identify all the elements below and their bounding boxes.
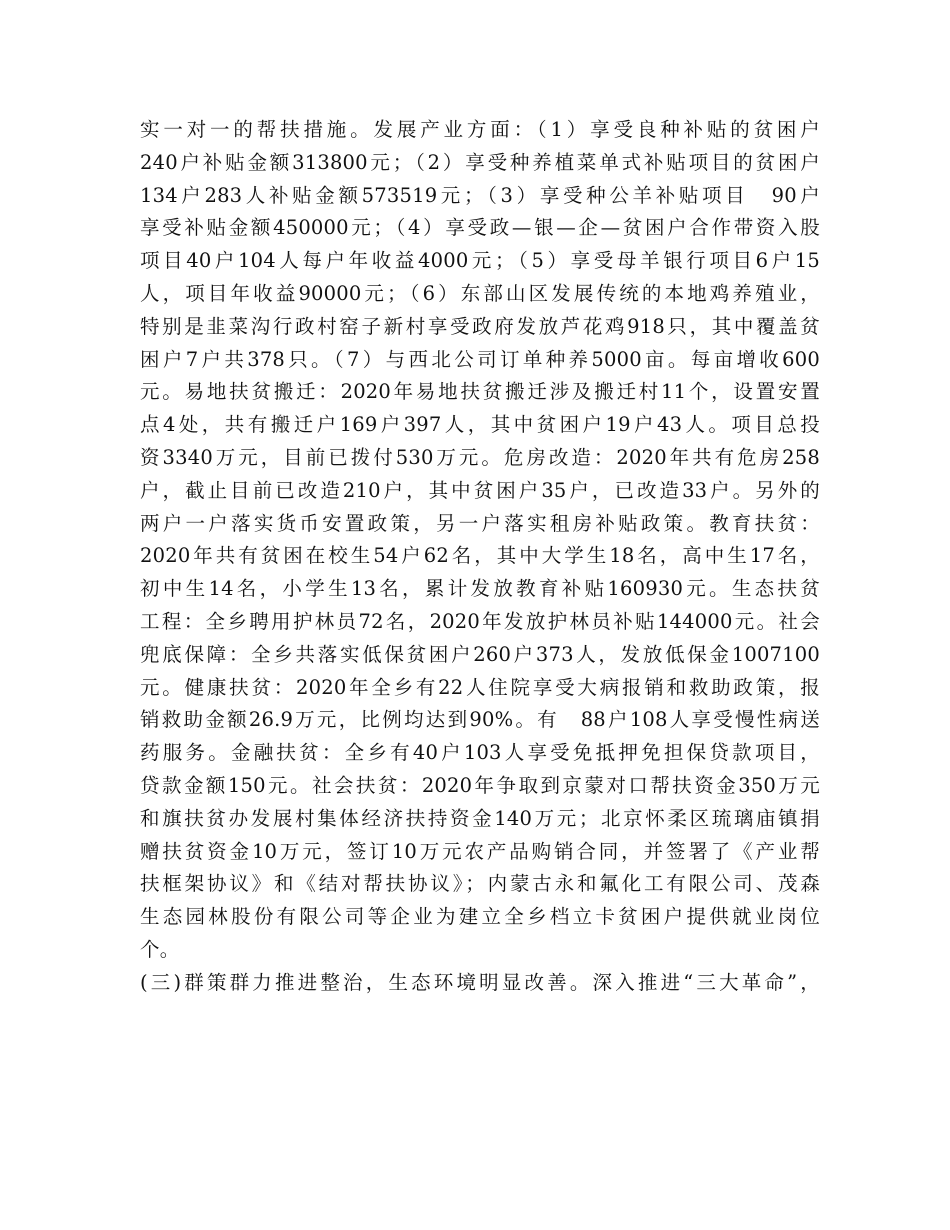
text-line: 困户7户共378只。（7）与西北公司订单种养5000亩。每亩增收600 <box>140 347 820 371</box>
text-line: 工程：全乡聘用护林员72名，2020年发放护林员补贴144000元。社会 <box>140 609 820 633</box>
text-line: 贷款金额150元。社会扶贫：2020年争取到京蒙对口帮扶资金350万元 <box>140 773 820 797</box>
text-line: 生态园林股份有限公司等企业为建立全乡档立卡贫困户提供就业岗位 <box>140 905 820 929</box>
text-line: 点4处，共有搬迁户169户397人，其中贫困户19户43人。项目总投 <box>140 413 820 437</box>
text-line: 药服务。金融扶贫：全乡有40户103人享受免抵押免担保贷款项目， <box>140 741 820 765</box>
text-line: 销救助金额26.9万元，比例均达到90%。有 88户108人享受慢性病送 <box>140 708 820 732</box>
text-line: 享受补贴金额450000元；（4）享受政—银—企—贫困户合作带资入股 <box>140 216 820 240</box>
text-line: 实一对一的帮扶措施。发展产业方面：（1）享受良种补贴的贫困户 <box>140 118 820 141</box>
text-line: 人，项目年收益90000元；（6）东部山区发展传统的本地鸡养殖业， <box>140 281 820 305</box>
text-line: 元。健康扶贫：2020年全乡有22人住院享受大病报销和救助政策，报 <box>140 675 820 699</box>
text-line: 240户补贴金额313800元；（2）享受种养植菜单式补贴项目的贫困户 <box>140 150 820 174</box>
text-line: 特别是韭菜沟行政村窑子新村享受政府发放芦花鸡918只，其中覆盖贫 <box>140 314 820 338</box>
text-line: 项目40户104人每户年收益4000元；（5）享受母羊银行项目6户15 <box>140 249 820 273</box>
text-line: 和旗扶贫办发展村集体经济扶持资金140万元；北京怀柔区琉璃庙镇捐 <box>140 806 820 830</box>
text-line: 元。易地扶贫搬迁：2020年易地扶贫搬迁涉及搬迁村11个，设置安置 <box>140 380 820 404</box>
text-line: 134户283人补贴金额573519元；（3）享受种公羊补贴项目 90户 <box>140 183 820 207</box>
text-line: 个。 <box>140 937 180 961</box>
text-line: 初中生14名，小学生13名，累计发放教育补贴160930元。生态扶贫 <box>140 577 820 601</box>
text-line: 兜底保障：全乡共落实低保贫困户260户373人，发放低保金1007100 <box>140 642 820 666</box>
text-line: 扶框架协议》和《结对帮扶协议》；内蒙古永和氟化工有限公司、茂森 <box>140 872 820 896</box>
text-line: 户，截止目前已改造210户，其中贫困户35户，已改造33户。另外的 <box>140 478 820 502</box>
text-line: 赠扶贫资金10万元，签订10万元农产品购销合同，并签署了《产业帮 <box>140 839 820 863</box>
text-line: 资3340万元，目前已拨付530万元。危房改造：2020年共有危房258 <box>140 445 820 469</box>
text-line: 2020年共有贫困在校生54户62名，其中大学生18名，高中生17名， <box>140 544 820 568</box>
text-line: 两户一户落实货币安置政策，另一户落实租房补贴政策。教育扶贫： <box>140 511 820 535</box>
section-heading-line: (三)群策群力推进整治，生态环境明显改善。深入推进“三大革命”， <box>140 970 820 994</box>
body-text <box>140 114 820 1000</box>
